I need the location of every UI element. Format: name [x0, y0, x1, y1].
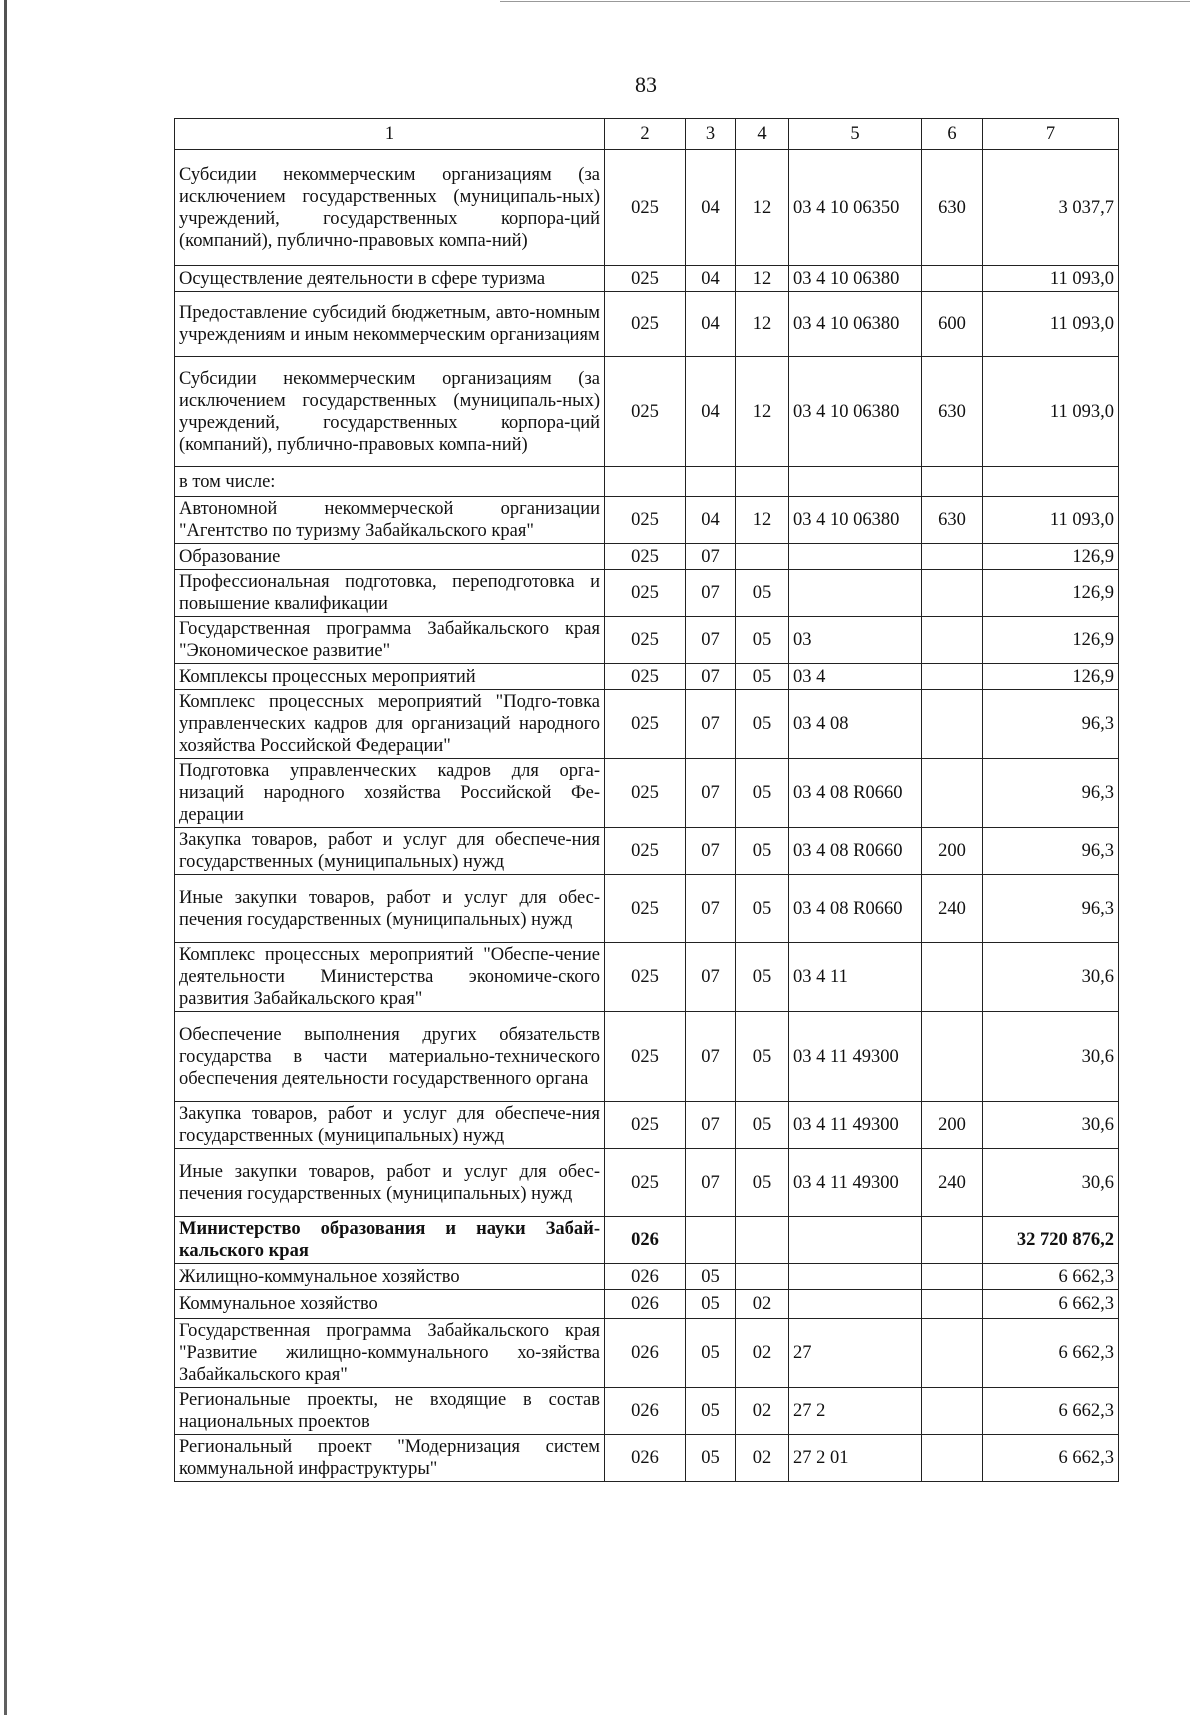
- cell-ministry-code: 025: [605, 690, 686, 759]
- cell-name: Образование: [175, 544, 605, 570]
- cell-expense-type: 630: [922, 357, 983, 467]
- cell-expense-type: 630: [922, 497, 983, 544]
- cell-ministry-code: 026: [605, 1290, 686, 1319]
- cell-target-item: 03 4 10 06380: [789, 357, 922, 467]
- cell-section: 05: [686, 1290, 736, 1319]
- cell-amount: 11 093,0: [983, 292, 1119, 357]
- cell-section: 05: [686, 1319, 736, 1388]
- cell-subsection: [736, 467, 789, 497]
- table-row: [175, 1012, 1119, 1102]
- cell-subsection: 02: [736, 1290, 789, 1319]
- cell-section: 07: [686, 544, 736, 570]
- cell-target-item: [789, 1264, 922, 1290]
- cell-expense-type: [922, 1319, 983, 1388]
- cell-amount: 126,9: [983, 617, 1119, 664]
- table-row: [175, 828, 1119, 875]
- table-row: [175, 1319, 1119, 1388]
- cell-subsection: 12: [736, 266, 789, 292]
- cell-amount: 6 662,3: [983, 1435, 1119, 1482]
- cell-expense-type: [922, 1290, 983, 1319]
- table-row: [175, 943, 1119, 1012]
- table-row: [175, 266, 1119, 292]
- cell-ministry-code: 026: [605, 1388, 686, 1435]
- cell-section: 07: [686, 1012, 736, 1102]
- cell-section: 07: [686, 690, 736, 759]
- cell-ministry-code: 025: [605, 1102, 686, 1149]
- cell-subsection: 05: [736, 1149, 789, 1217]
- cell-subsection: 12: [736, 357, 789, 467]
- cell-amount: 126,9: [983, 570, 1119, 617]
- cell-subsection: 05: [736, 617, 789, 664]
- cell-section: 07: [686, 570, 736, 617]
- cell-amount: 11 093,0: [983, 497, 1119, 544]
- cell-subsection: 05: [736, 690, 789, 759]
- cell-name: Комплекс процессных мероприятий "Обеспе-чение деятельности Министерства экономиче-ского развития Забайкальского края": [175, 943, 605, 1012]
- cell-name: Обеспечение выполнения других обязательств государства в части материально-технического обеспечения деятельности государственного органа: [175, 1012, 605, 1102]
- cell-subsection: 02: [736, 1435, 789, 1482]
- cell-section: 07: [686, 875, 736, 943]
- cell-name: Иные закупки товаров, работ и услуг для обес-печения государственных (муниципальных) нужд: [175, 1149, 605, 1217]
- header-col-2: 2: [605, 119, 686, 150]
- cell-name: Автономной некоммерческой организации "Агентство по туризму Забайкальского края": [175, 497, 605, 544]
- cell-subsection: 05: [736, 875, 789, 943]
- cell-expense-type: [922, 759, 983, 828]
- cell-expense-type: [922, 617, 983, 664]
- cell-amount: 126,9: [983, 544, 1119, 570]
- table-row: [175, 1435, 1119, 1482]
- table-row: [175, 875, 1119, 943]
- header-col-4: 4: [736, 119, 789, 150]
- table-body: [175, 150, 1119, 1482]
- table-row: [175, 497, 1119, 544]
- cell-expense-type: [922, 664, 983, 690]
- cell-ministry-code: 026: [605, 1319, 686, 1388]
- cell-expense-type: [922, 690, 983, 759]
- cell-section: 07: [686, 943, 736, 1012]
- cell-subsection: 05: [736, 664, 789, 690]
- cell-expense-type: [922, 266, 983, 292]
- scan-edge-left: [4, 0, 7, 1715]
- cell-name: Региональный проект "Модернизация систем коммунальной инфраструктуры": [175, 1435, 605, 1482]
- cell-expense-type: [922, 544, 983, 570]
- cell-ministry-code: 026: [605, 1435, 686, 1482]
- header-col-6: 6: [922, 119, 983, 150]
- cell-section: 04: [686, 497, 736, 544]
- cell-section: 04: [686, 357, 736, 467]
- cell-section: 07: [686, 828, 736, 875]
- cell-target-item: 27: [789, 1319, 922, 1388]
- cell-section: 05: [686, 1264, 736, 1290]
- cell-subsection: [736, 1264, 789, 1290]
- cell-section: 04: [686, 266, 736, 292]
- table-row: [175, 664, 1119, 690]
- cell-name: Осуществление деятельности в сфере туризма: [175, 266, 605, 292]
- cell-section: 07: [686, 759, 736, 828]
- cell-ministry-code: 025: [605, 1149, 686, 1217]
- cell-expense-type: [922, 1012, 983, 1102]
- cell-target-item: [789, 1290, 922, 1319]
- cell-target-item: 03 4 11 49300: [789, 1102, 922, 1149]
- cell-ministry-code: 025: [605, 875, 686, 943]
- cell-ministry-code: 025: [605, 570, 686, 617]
- cell-target-item: [789, 570, 922, 617]
- cell-subsection: 12: [736, 497, 789, 544]
- table-row: [175, 1217, 1119, 1264]
- cell-target-item: 03 4 11 49300: [789, 1149, 922, 1217]
- cell-amount: 30,6: [983, 1149, 1119, 1217]
- cell-amount: 96,3: [983, 828, 1119, 875]
- cell-name: Подготовка управленческих кадров для орга-низаций народного хозяйства Российской Фе-дерации: [175, 759, 605, 828]
- cell-subsection: 05: [736, 943, 789, 1012]
- cell-name: в том числе:: [175, 467, 605, 497]
- table-row: [175, 150, 1119, 266]
- header-col-7: 7: [983, 119, 1119, 150]
- header-col-1: 1: [175, 119, 605, 150]
- cell-target-item: 03 4 11: [789, 943, 922, 1012]
- cell-ministry-code: 025: [605, 943, 686, 1012]
- table-row: [175, 1102, 1119, 1149]
- cell-amount: 11 093,0: [983, 357, 1119, 467]
- scan-edge-top: [500, 1, 1190, 2]
- cell-name: Субсидии некоммерческим организациям (за исключением государственных (муниципаль-ных) учреждений, государственных корпора-ций (компаний), публично-правовых компа-ний): [175, 150, 605, 266]
- cell-section: 07: [686, 617, 736, 664]
- cell-subsection: 12: [736, 150, 789, 266]
- table-row: [175, 1388, 1119, 1435]
- cell-section: 05: [686, 1388, 736, 1435]
- cell-amount: 30,6: [983, 943, 1119, 1012]
- cell-name: Иные закупки товаров, работ и услуг для обес-печения государственных (муниципальных) нужд: [175, 875, 605, 943]
- cell-target-item: 27 2 01: [789, 1435, 922, 1482]
- cell-amount: 32 720 876,2: [983, 1217, 1119, 1264]
- cell-section: [686, 467, 736, 497]
- cell-ministry-code: 025: [605, 617, 686, 664]
- cell-expense-type: [922, 943, 983, 1012]
- cell-expense-type: [922, 1264, 983, 1290]
- table-header: [175, 119, 1119, 150]
- cell-name: Жилищно-коммунальное хозяйство: [175, 1264, 605, 1290]
- cell-expense-type: 200: [922, 1102, 983, 1149]
- cell-target-item: 03 4 08 R0660: [789, 875, 922, 943]
- cell-amount: 96,3: [983, 875, 1119, 943]
- cell-subsection: 05: [736, 1012, 789, 1102]
- cell-target-item: 03 4 08 R0660: [789, 759, 922, 828]
- cell-target-item: 27 2: [789, 1388, 922, 1435]
- header-col-3: 3: [686, 119, 736, 150]
- cell-expense-type: [922, 1435, 983, 1482]
- cell-name: Закупка товаров, работ и услуг для обеспече-ния государственных (муниципальных) нужд: [175, 1102, 605, 1149]
- cell-name: Комплексы процессных мероприятий: [175, 664, 605, 690]
- cell-name: Комплекс процессных мероприятий "Подго-товка управленческих кадров для организаций народного хозяйства Российской Федерации": [175, 690, 605, 759]
- cell-expense-type: 630: [922, 150, 983, 266]
- cell-target-item: [789, 467, 922, 497]
- cell-name: Министерство образования и науки Забай-кальского края: [175, 1217, 605, 1264]
- cell-target-item: 03 4 10 06350: [789, 150, 922, 266]
- cell-target-item: [789, 544, 922, 570]
- cell-ministry-code: 025: [605, 497, 686, 544]
- table-row: [175, 1149, 1119, 1217]
- cell-section: 07: [686, 1149, 736, 1217]
- cell-expense-type: 200: [922, 828, 983, 875]
- cell-target-item: 03 4 08 R0660: [789, 828, 922, 875]
- table-row: [175, 1264, 1119, 1290]
- cell-section: [686, 1217, 736, 1264]
- table-row: [175, 357, 1119, 467]
- table-row: [175, 544, 1119, 570]
- cell-amount: 30,6: [983, 1102, 1119, 1149]
- cell-amount: 6 662,3: [983, 1388, 1119, 1435]
- cell-ministry-code: 025: [605, 292, 686, 357]
- cell-target-item: 03: [789, 617, 922, 664]
- cell-ministry-code: 025: [605, 1012, 686, 1102]
- cell-ministry-code: 025: [605, 828, 686, 875]
- cell-name: Коммунальное хозяйство: [175, 1290, 605, 1319]
- cell-ministry-code: [605, 467, 686, 497]
- cell-amount: 96,3: [983, 759, 1119, 828]
- table-row: [175, 467, 1119, 497]
- cell-target-item: 03 4 10 06380: [789, 292, 922, 357]
- cell-target-item: 03 4 10 06380: [789, 497, 922, 544]
- table-row: [175, 690, 1119, 759]
- cell-section: 07: [686, 1102, 736, 1149]
- cell-ministry-code: 025: [605, 357, 686, 467]
- cell-expense-type: 240: [922, 1149, 983, 1217]
- cell-target-item: 03 4 08: [789, 690, 922, 759]
- cell-ministry-code: 025: [605, 759, 686, 828]
- cell-amount: 30,6: [983, 1012, 1119, 1102]
- cell-expense-type: [922, 467, 983, 497]
- cell-subsection: 05: [736, 828, 789, 875]
- cell-expense-type: [922, 570, 983, 617]
- cell-ministry-code: 026: [605, 1217, 686, 1264]
- table-row: [175, 570, 1119, 617]
- header-row: [175, 119, 1119, 150]
- cell-ministry-code: 025: [605, 150, 686, 266]
- cell-section: 04: [686, 292, 736, 357]
- header-col-5: 5: [789, 119, 922, 150]
- cell-name: Профессиональная подготовка, переподготовка и повышение квалификации: [175, 570, 605, 617]
- table-row: [175, 292, 1119, 357]
- table-row: [175, 759, 1119, 828]
- cell-subsection: 12: [736, 292, 789, 357]
- cell-subsection: [736, 1217, 789, 1264]
- budget-table: [174, 118, 1119, 1482]
- cell-ministry-code: 026: [605, 1264, 686, 1290]
- cell-name: Государственная программа Забайкальского края "Экономическое развитие": [175, 617, 605, 664]
- cell-subsection: 05: [736, 759, 789, 828]
- table-row: [175, 617, 1119, 664]
- cell-amount: 96,3: [983, 690, 1119, 759]
- cell-ministry-code: 025: [605, 544, 686, 570]
- cell-amount: 6 662,3: [983, 1290, 1119, 1319]
- cell-amount: 11 093,0: [983, 266, 1119, 292]
- cell-name: Предоставление субсидий бюджетным, авто-номным учреждениям и иным некоммерческим организациям: [175, 292, 605, 357]
- cell-subsection: 05: [736, 570, 789, 617]
- cell-amount: 6 662,3: [983, 1264, 1119, 1290]
- cell-subsection: 02: [736, 1388, 789, 1435]
- cell-section: 05: [686, 1435, 736, 1482]
- cell-amount: 3 037,7: [983, 150, 1119, 266]
- cell-expense-type: 240: [922, 875, 983, 943]
- cell-target-item: [789, 1217, 922, 1264]
- cell-section: 07: [686, 664, 736, 690]
- cell-amount: [983, 467, 1119, 497]
- cell-ministry-code: 025: [605, 266, 686, 292]
- cell-target-item: 03 4 10 06380: [789, 266, 922, 292]
- table-row: [175, 1290, 1119, 1319]
- cell-name: Государственная программа Забайкальского края "Развитие жилищно-коммунального хо-зяйства Забайкальского края": [175, 1319, 605, 1388]
- cell-expense-type: [922, 1217, 983, 1264]
- cell-name: Региональные проекты, не входящие в состав национальных проектов: [175, 1388, 605, 1435]
- cell-name: Закупка товаров, работ и услуг для обеспече-ния государственных (муниципальных) нужд: [175, 828, 605, 875]
- cell-target-item: 03 4 11 49300: [789, 1012, 922, 1102]
- cell-subsection: 05: [736, 1102, 789, 1149]
- cell-section: 04: [686, 150, 736, 266]
- cell-amount: 6 662,3: [983, 1319, 1119, 1388]
- cell-ministry-code: 025: [605, 664, 686, 690]
- page-number: 83: [635, 72, 657, 97]
- cell-subsection: [736, 544, 789, 570]
- cell-amount: 126,9: [983, 664, 1119, 690]
- cell-target-item: 03 4: [789, 664, 922, 690]
- cell-name: Субсидии некоммерческим организациям (за исключением государственных (муниципаль-ных) учреждений, государственных корпора-ций (компаний), публично-правовых компа-ний): [175, 357, 605, 467]
- cell-expense-type: [922, 1388, 983, 1435]
- cell-expense-type: 600: [922, 292, 983, 357]
- cell-subsection: 02: [736, 1319, 789, 1388]
